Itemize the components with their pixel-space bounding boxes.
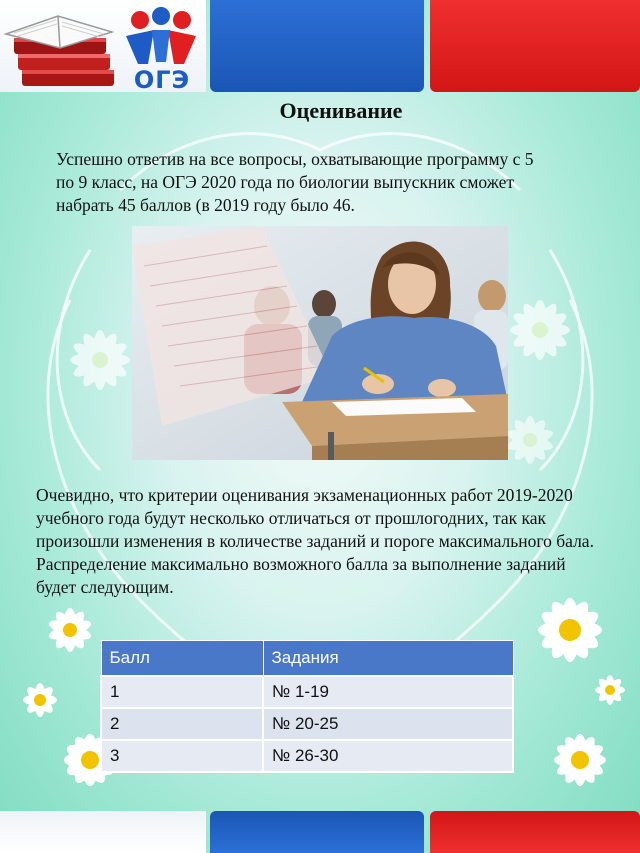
footer-blue-stripe bbox=[210, 811, 424, 853]
table-row bbox=[101, 676, 513, 708]
table-cell-tasks: № 20-25 bbox=[263, 708, 513, 740]
logo-text: ОГЭ bbox=[133, 66, 191, 94]
books-icon bbox=[0, 4, 120, 96]
table-cell-score: 2 bbox=[101, 708, 263, 740]
page-title: Оценивание bbox=[279, 98, 403, 123]
table-cell-tasks: № 1-19 bbox=[263, 676, 513, 708]
description-paragraph: Очевидно, что критерии оценивания экзаменационных работ 2019-2020 учебного года будут несколько отличаться от прошлогодних, так как произошли изменения в количестве заданий и пороге максимального бала. Распределение максимально возможного балла за выполнение заданий будет следующим. bbox=[36, 485, 594, 597]
table-row bbox=[101, 708, 513, 740]
table-row bbox=[101, 740, 513, 772]
table-cell-score: 3 bbox=[101, 740, 263, 772]
header-blue-stripe bbox=[210, 0, 424, 92]
people-icon bbox=[118, 6, 204, 66]
table-cell-tasks: № 26-30 bbox=[263, 740, 513, 772]
table-header-row bbox=[101, 641, 513, 677]
column-header-score: Балл bbox=[101, 641, 263, 677]
footer-red-stripe bbox=[430, 811, 640, 853]
header-red-stripe bbox=[430, 0, 640, 92]
column-header-tasks: Задания bbox=[263, 641, 513, 677]
footer-band bbox=[0, 807, 640, 853]
oge-logo bbox=[118, 6, 204, 94]
score-table bbox=[100, 640, 514, 773]
header-band bbox=[0, 0, 640, 100]
exam-photo bbox=[132, 226, 508, 460]
intro-paragraph: Успешно ответив на все вопросы, охватывающие программу с 5 по 9 класс, на ОГЭ 2020 года по биологии выпускник сможет набрать 45 баллов (в 2019 году было 46. bbox=[56, 149, 534, 215]
footer-white-panel bbox=[0, 811, 206, 853]
table-cell-score: 1 bbox=[101, 676, 263, 708]
